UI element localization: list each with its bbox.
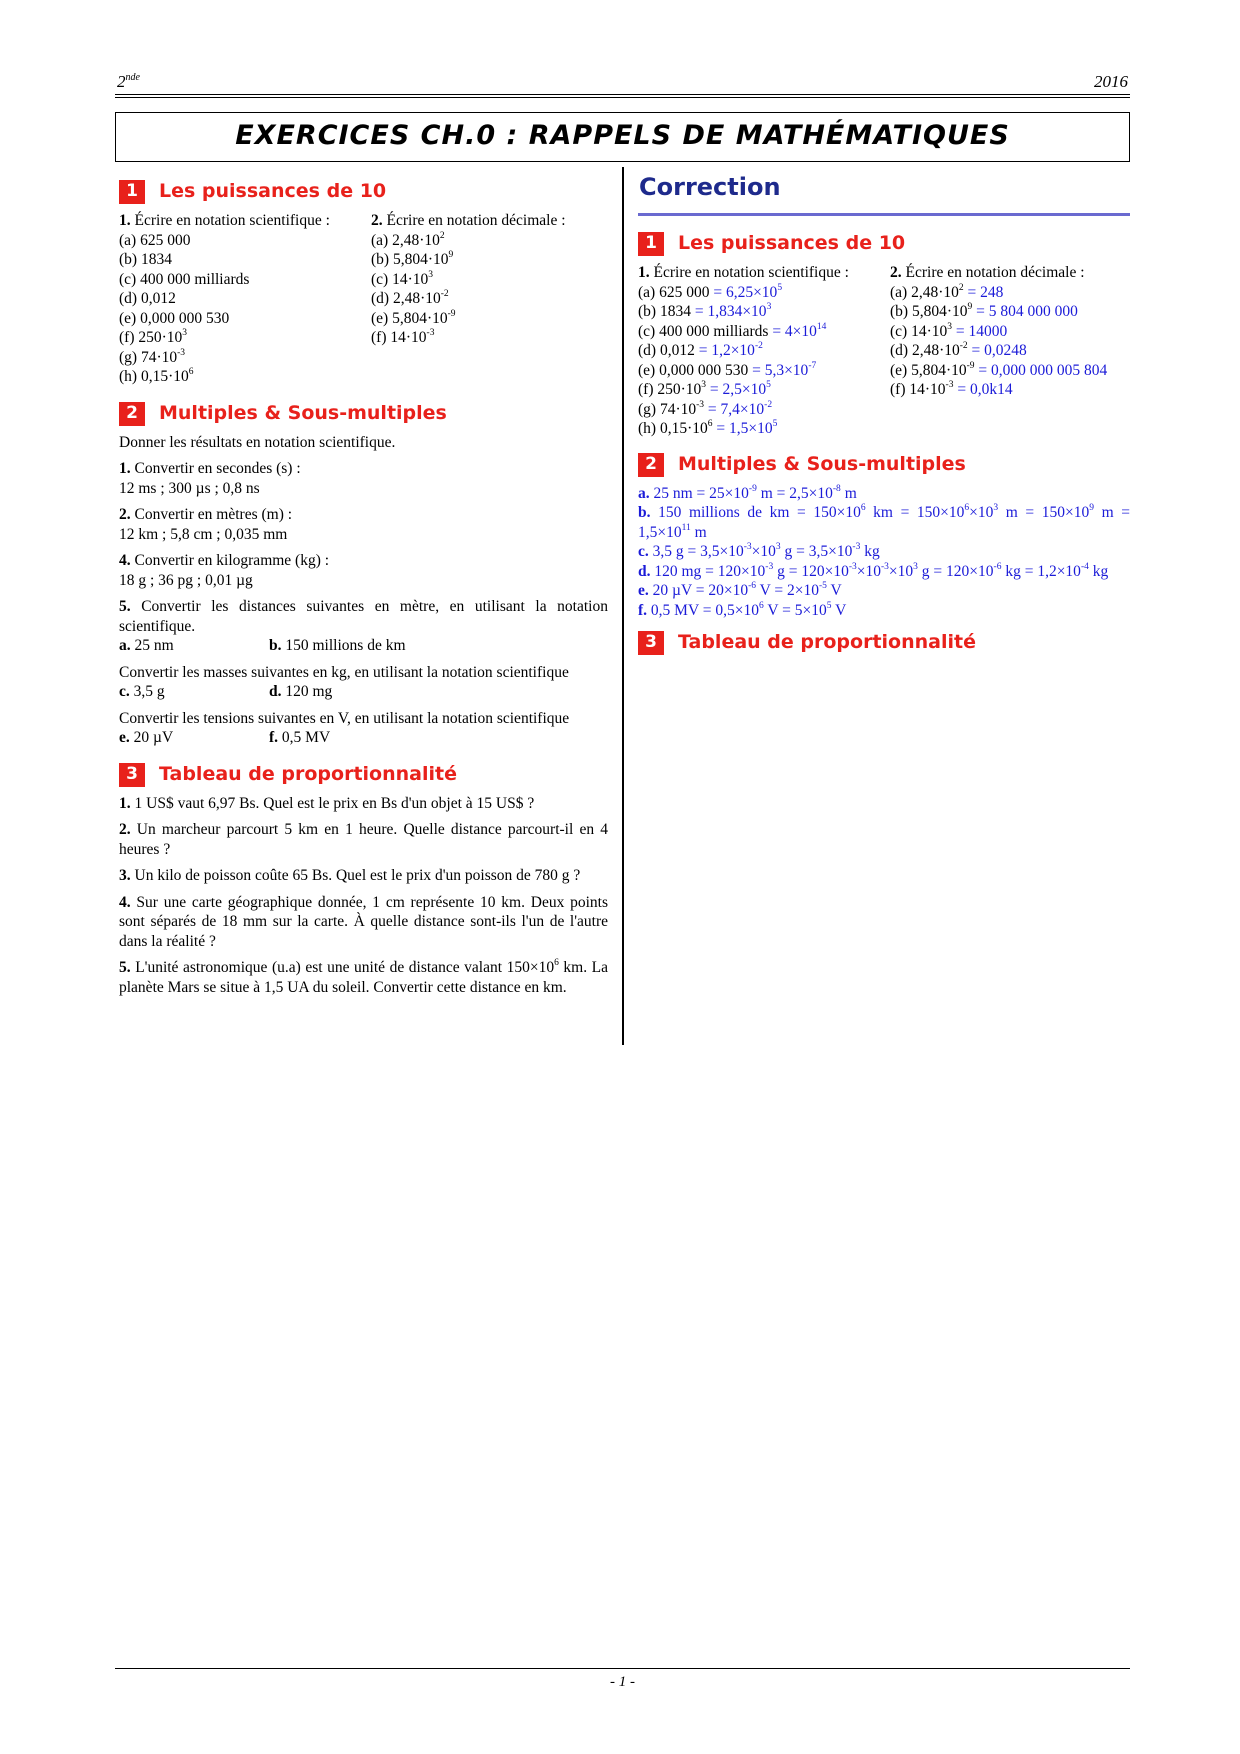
question-values: 12 ms ; 300 µs ; 0,8 ns [119, 479, 260, 497]
answer-line: d. 120 mg = $120\times 10^{-3}$ $g = 120\times 10^{-3}\times 10^{-3}\times 10^3$ $g = 120\times 10^{-6}$ kg = $1,2\times 10^{-4}$ kg [638, 561, 1109, 580]
list-item: (c) $14\cdot 10^3 = 14000$ [890, 321, 1008, 340]
list-item: (h) $0,15\cdot 10^6 = 1,5\times 10^5$ [638, 419, 778, 437]
list-item: (d) 0,012 [119, 290, 176, 307]
list-item: (b) 1834 [119, 251, 172, 268]
instruction: Convertir les tensions suivantes en V, en utilisant la notation scientifique [119, 709, 570, 727]
powers-of-ten-correction [638, 263, 1130, 439]
list-item: (g) $74\cdot 10^{-3} = 7,4\times 10^{-2}$ [638, 399, 773, 418]
section-number: 3 [119, 763, 145, 787]
section-heading-1 [638, 230, 1130, 258]
correction-rule [638, 213, 1130, 216]
answer-line: a. 25 nm = $25\times 10^{-9}$ $m = 2,5\times 10^{-8}$ m [638, 483, 857, 502]
section-title: Les puissances de 10 [678, 232, 906, 255]
question: 1. 1 US$ vaut 6,97 Bs. Quel est le prix en Bs d'un objet à 15 US$ ? [119, 794, 535, 812]
sub-items-row: c. 3,5 g d. 120 mg [119, 683, 333, 700]
list-item: (b) $5,804\cdot 10^9 = 5$ 804 000 000 [890, 302, 1078, 320]
list-item: (g) $74\cdot 10^{-3}$ [119, 347, 186, 366]
list-item: (e) $5,804\cdot 10^{-9} = 0,000$ 000 005 804 [890, 360, 1108, 379]
list-item: (e) 0,000 000 $530 = 5,3\times 10^{-7}$ [638, 360, 817, 379]
question: 2. Écrire en notation décimale : [890, 264, 1085, 281]
section-number: 2 [638, 453, 664, 477]
instruction: Donner les résultats en notation scientifique. [119, 433, 396, 451]
list-item: (d) $0,012 = 1,2\times 10^{-2}$ [638, 341, 763, 359]
section-heading-2 [119, 400, 608, 428]
section-title: Tableau de proportionnalité [159, 762, 457, 785]
list-item: (c) $14\cdot 10^3$ [371, 269, 433, 288]
list-item: (b) $1834 = 1,834\times 10^3$ [638, 302, 772, 320]
list-item: (e) 0,000 000 530 [119, 309, 230, 327]
question: 2. Un marcheur parcourt 5 km en 1 heure. Quelle distance parcourt-il en 4 heures ? [119, 821, 608, 858]
footer-rule [115, 1668, 1130, 1669]
question-values: 12 km ; 5,8 cm ; 0,035 mm [119, 525, 288, 543]
exercises-column [119, 178, 608, 997]
section-heading-2 [638, 451, 1130, 479]
page-number: - 1 - [610, 1674, 635, 1690]
powers-of-ten-exercise [119, 211, 608, 387]
list-item: (f) $250\cdot 10^3$ [119, 328, 188, 346]
header-rule [115, 94, 1130, 98]
correction-column [638, 173, 1131, 662]
section-heading-3 [638, 629, 1130, 657]
section-number: 1 [119, 180, 145, 204]
question: 2. Écrire en notation décimale : [371, 212, 566, 229]
list-item: (f) $14\cdot 10^{-3}$ [371, 328, 435, 346]
list-item: (f) $14\cdot 10^{-3} = 0,0k14$ [890, 380, 1013, 398]
list-item: (a) 625 000 [119, 231, 191, 249]
column-divider [622, 167, 624, 1045]
question: 1. Convertir en secondes (s) : [119, 460, 301, 477]
list-item: (b) $5,804\cdot 10^9$ [371, 250, 454, 268]
section-number: 1 [638, 232, 664, 256]
section-title: Multiples & Sous-multiples [159, 401, 447, 424]
sub-items-row: a. 25 nm b. 150 millions de km [119, 637, 406, 654]
question: 3. Un kilo de poisson coûte 65 Bs. Quel est le prix d'un poisson de 780 g ? [119, 867, 581, 884]
title-box [115, 112, 1130, 162]
section-number: 3 [638, 631, 664, 655]
section-title: Les puissances de 10 [159, 180, 387, 203]
list-item: (a) $2,48\cdot 10^2$ [371, 230, 445, 249]
list-item: (c) 400 000 milliards = $4\times 10^{14}$ [638, 321, 827, 340]
section-title: Tableau de proportionnalité [678, 631, 976, 654]
section-number: 2 [119, 402, 145, 426]
list-item: (c) 400 000 milliards [119, 270, 250, 288]
question: 4. Sur une carte géographique donnée, 1 cm représente 10 km. Deux points sont séparés de 18 mm sur la carte. À quelle distance sont-ils l'un de l'autre dans la réalité ? [119, 893, 608, 950]
question-values: 18 g ; 36 pg ; 0,01 µg [119, 571, 253, 589]
instruction: Convertir les masses suivantes en kg, en utilisant la notation scientifique [119, 663, 569, 681]
list-item: (h) $0,15\cdot 10^6$ [119, 367, 194, 385]
question: 1. Écrire en notation scientifique : [638, 264, 849, 281]
class-level: 2nde [117, 72, 140, 91]
question: 5. Convertir les distances suivantes en mètre, en utilisant la notation scientifique. [119, 598, 608, 635]
list-item: (a) $2,48\cdot 10^2 = 248$ [890, 282, 1004, 301]
page-title: EXERCICES CH.0 : RAPPELS DE MATHÉMATIQUES [235, 120, 1010, 151]
list-item: (d) $2,48\cdot 10^{-2} = 0,0248$ [890, 341, 1027, 359]
section-title: Multiples & Sous-multiples [678, 452, 966, 475]
question: 2. Convertir en mètres (m) : [119, 506, 293, 523]
multiples-correction [638, 484, 1130, 621]
question: 5. L'unité astronomique (u.a) est une unité de distance valant $150\times 10^6$ km. La planète Mars se situe à 1,5 UA du soleil. Convertir cette distance en km. [119, 958, 609, 996]
year: 2016 [1094, 72, 1128, 91]
answer-line: e. 20 $\mu V = 20\times 10^{-6}$ $V = 2\times 10^{-5}$ V [638, 581, 842, 599]
list-item: (d) $2,48\cdot 10^{-2}$ [371, 289, 449, 307]
section-heading-1 [119, 178, 608, 206]
list-item: (f) $250\cdot 10^3 = 2,5\times 10^5$ [638, 380, 771, 398]
sub-items-row: e. 20 µV f. 0,5 MV [119, 729, 331, 746]
correction-title: Correction [639, 173, 781, 201]
list-item: (a) 625 $000 = 6,25\times 10^5$ [638, 282, 783, 301]
answer-line: c. 3,5 $g = 3,5\times 10^{-3}\times 10^3$ $g = 3,5\times 10^{-3}$ kg [638, 542, 880, 560]
question: 1. Écrire en notation scientifique : [119, 212, 330, 229]
section-heading-3 [119, 761, 608, 789]
list-item: (e) $5,804\cdot 10^{-9}$ [371, 308, 456, 327]
answer-line: b. 150 millions de km = $150\times 10^6$ km = $150\times 10^6\times 10^3$ $m = 150\times 10^9$ $m = 1,5\times 10^{11}$ m [638, 503, 1131, 541]
question: 4. Convertir en kilogramme (kg) : [119, 552, 330, 569]
answer-line: f. 0,5 MV = $0,5\times 10^6$ $V = 5\times 10^5$ V [638, 600, 847, 619]
